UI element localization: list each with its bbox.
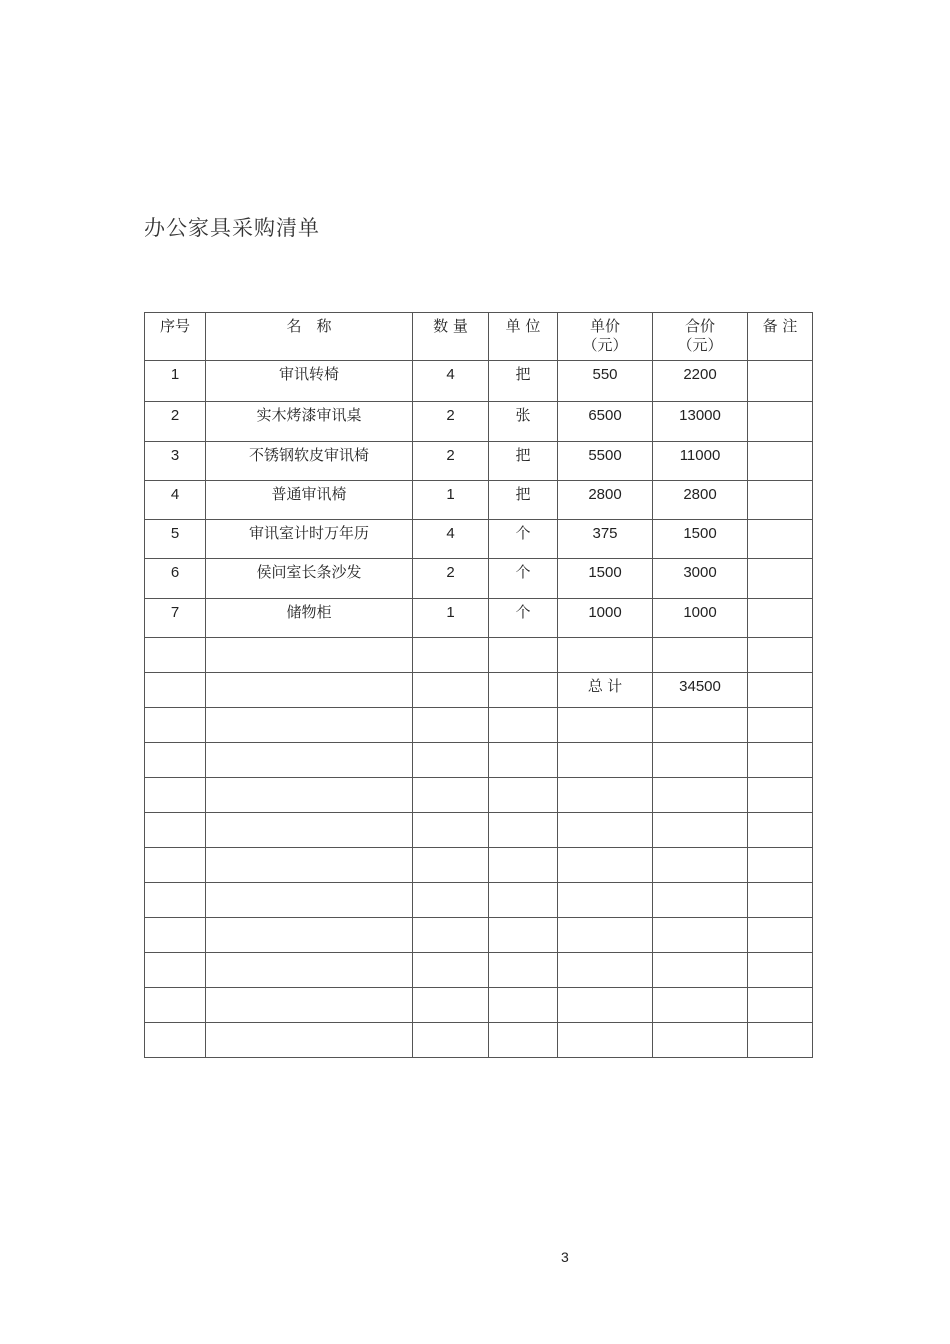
cell-quantity — [413, 883, 489, 918]
cell-unit-price — [558, 638, 653, 673]
header-unit: 单 位 — [489, 313, 558, 361]
cell-unit — [489, 1023, 558, 1058]
document-title: 办公家具采购清单 — [144, 216, 320, 240]
header-remarks: 备 注 — [748, 313, 813, 361]
cell-index — [145, 848, 206, 883]
cell-index — [145, 813, 206, 848]
cell-name: 审讯转椅 — [206, 361, 413, 402]
table-row — [145, 743, 813, 778]
cell-index — [145, 778, 206, 813]
page-number: 3 — [561, 1249, 569, 1265]
cell-quantity — [413, 813, 489, 848]
cell-unit — [489, 673, 558, 708]
cell-quantity — [413, 953, 489, 988]
cell-unit-price — [558, 883, 653, 918]
cell-quantity — [413, 708, 489, 743]
cell-name: 实木烤漆审讯桌 — [206, 402, 413, 442]
cell-unit: 个 — [489, 520, 558, 559]
cell-quantity: 2 — [413, 559, 489, 599]
cell-index — [145, 673, 206, 708]
cell-unit: 个 — [489, 559, 558, 599]
cell-total-price — [653, 848, 748, 883]
cell-quantity: 4 — [413, 361, 489, 402]
cell-remarks — [748, 918, 813, 953]
cell-total-price — [653, 953, 748, 988]
cell-index: 7 — [145, 599, 206, 638]
cell-remarks — [748, 743, 813, 778]
cell-total-price: 3000 — [653, 559, 748, 599]
cell-index: 3 — [145, 442, 206, 481]
table-row — [145, 708, 813, 743]
cell-unit — [489, 708, 558, 743]
header-index: 序号 — [145, 313, 206, 361]
cell-remarks — [748, 778, 813, 813]
cell-total-price — [653, 918, 748, 953]
cell-unit-price — [558, 708, 653, 743]
cell-name — [206, 918, 413, 953]
cell-index: 2 — [145, 402, 206, 442]
cell-remarks — [748, 848, 813, 883]
cell-unit-price — [558, 743, 653, 778]
table-row — [145, 883, 813, 918]
cell-unit-price — [558, 848, 653, 883]
cell-remarks — [748, 988, 813, 1023]
cell-total-price: 34500 — [653, 673, 748, 708]
cell-unit-price: 550 — [558, 361, 653, 402]
cell-quantity — [413, 673, 489, 708]
table-header-row — [145, 313, 813, 361]
cell-name — [206, 638, 413, 673]
cell-total-price — [653, 883, 748, 918]
cell-quantity: 2 — [413, 442, 489, 481]
cell-quantity — [413, 988, 489, 1023]
header-name: 名 称 — [206, 313, 413, 361]
table-row — [145, 778, 813, 813]
table-row — [145, 813, 813, 848]
cell-name — [206, 953, 413, 988]
table-row — [145, 988, 813, 1023]
cell-name — [206, 708, 413, 743]
cell-unit — [489, 918, 558, 953]
cell-unit — [489, 848, 558, 883]
cell-quantity — [413, 778, 489, 813]
cell-quantity — [413, 848, 489, 883]
cell-unit: 把 — [489, 481, 558, 520]
cell-index — [145, 743, 206, 778]
cell-unit-price — [558, 918, 653, 953]
cell-quantity — [413, 638, 489, 673]
cell-name — [206, 988, 413, 1023]
cell-index — [145, 883, 206, 918]
cell-name — [206, 778, 413, 813]
cell-total-price — [653, 708, 748, 743]
cell-unit-price: 1500 — [558, 559, 653, 599]
cell-unit — [489, 988, 558, 1023]
table-row — [145, 599, 813, 638]
cell-index — [145, 638, 206, 673]
cell-remarks — [748, 599, 813, 638]
cell-remarks — [748, 953, 813, 988]
cell-quantity — [413, 1023, 489, 1058]
cell-unit-price — [558, 953, 653, 988]
cell-index: 5 — [145, 520, 206, 559]
table-row — [145, 361, 813, 402]
cell-unit — [489, 953, 558, 988]
cell-remarks — [748, 638, 813, 673]
cell-unit: 个 — [489, 599, 558, 638]
cell-name: 不锈钢软皮审讯椅 — [206, 442, 413, 481]
cell-remarks — [748, 1023, 813, 1058]
table-row — [145, 559, 813, 599]
table-row — [145, 638, 813, 673]
cell-remarks — [748, 559, 813, 599]
cell-unit — [489, 638, 558, 673]
cell-index — [145, 988, 206, 1023]
purchase-list-table — [144, 312, 813, 1058]
cell-unit-price — [558, 988, 653, 1023]
table-row — [145, 848, 813, 883]
cell-index: 6 — [145, 559, 206, 599]
table-row — [145, 673, 813, 708]
table-row — [145, 918, 813, 953]
table-body — [145, 361, 813, 1058]
cell-unit — [489, 778, 558, 813]
cell-total-price — [653, 743, 748, 778]
header-total-price: 合价 （元） — [653, 313, 748, 361]
cell-remarks — [748, 883, 813, 918]
table-row — [145, 1023, 813, 1058]
cell-name: 审讯室计时万年历 — [206, 520, 413, 559]
cell-remarks — [748, 361, 813, 402]
cell-unit — [489, 813, 558, 848]
cell-unit-price: 5500 — [558, 442, 653, 481]
cell-quantity: 4 — [413, 520, 489, 559]
cell-unit-price: 总 计 — [558, 673, 653, 708]
cell-name — [206, 883, 413, 918]
cell-index: 4 — [145, 481, 206, 520]
cell-remarks — [748, 402, 813, 442]
cell-total-price — [653, 988, 748, 1023]
cell-unit: 把 — [489, 361, 558, 402]
cell-total-price — [653, 638, 748, 673]
cell-name — [206, 848, 413, 883]
cell-remarks — [748, 673, 813, 708]
cell-quantity: 1 — [413, 599, 489, 638]
cell-name — [206, 673, 413, 708]
cell-name: 侯问室长条沙发 — [206, 559, 413, 599]
table-row — [145, 953, 813, 988]
cell-remarks — [748, 520, 813, 559]
cell-name: 储物柜 — [206, 599, 413, 638]
cell-total-price: 2800 — [653, 481, 748, 520]
cell-remarks — [748, 708, 813, 743]
cell-unit-price: 375 — [558, 520, 653, 559]
cell-quantity: 1 — [413, 481, 489, 520]
cell-unit: 张 — [489, 402, 558, 442]
cell-remarks — [748, 442, 813, 481]
cell-unit-price: 1000 — [558, 599, 653, 638]
table-row — [145, 442, 813, 481]
cell-name — [206, 743, 413, 778]
cell-index — [145, 953, 206, 988]
cell-unit-price — [558, 813, 653, 848]
cell-total-price — [653, 813, 748, 848]
cell-total-price: 2200 — [653, 361, 748, 402]
cell-quantity — [413, 918, 489, 953]
cell-quantity — [413, 743, 489, 778]
cell-index — [145, 1023, 206, 1058]
cell-remarks — [748, 813, 813, 848]
cell-index: 1 — [145, 361, 206, 402]
cell-total-price: 11000 — [653, 442, 748, 481]
table-row — [145, 481, 813, 520]
cell-name: 普通审讯椅 — [206, 481, 413, 520]
cell-quantity: 2 — [413, 402, 489, 442]
cell-name — [206, 813, 413, 848]
cell-total-price: 1500 — [653, 520, 748, 559]
cell-unit-price — [558, 1023, 653, 1058]
cell-total-price: 13000 — [653, 402, 748, 442]
cell-index — [145, 708, 206, 743]
cell-unit-price: 2800 — [558, 481, 653, 520]
cell-total-price — [653, 1023, 748, 1058]
table-row — [145, 520, 813, 559]
cell-remarks — [748, 481, 813, 520]
cell-unit — [489, 883, 558, 918]
cell-total-price: 1000 — [653, 599, 748, 638]
cell-unit: 把 — [489, 442, 558, 481]
header-quantity: 数 量 — [413, 313, 489, 361]
cell-unit-price — [558, 778, 653, 813]
cell-unit — [489, 743, 558, 778]
cell-unit-price: 6500 — [558, 402, 653, 442]
table-row — [145, 402, 813, 442]
cell-index — [145, 918, 206, 953]
cell-name — [206, 1023, 413, 1058]
header-unit-price: 单价 （元） — [558, 313, 653, 361]
cell-total-price — [653, 778, 748, 813]
